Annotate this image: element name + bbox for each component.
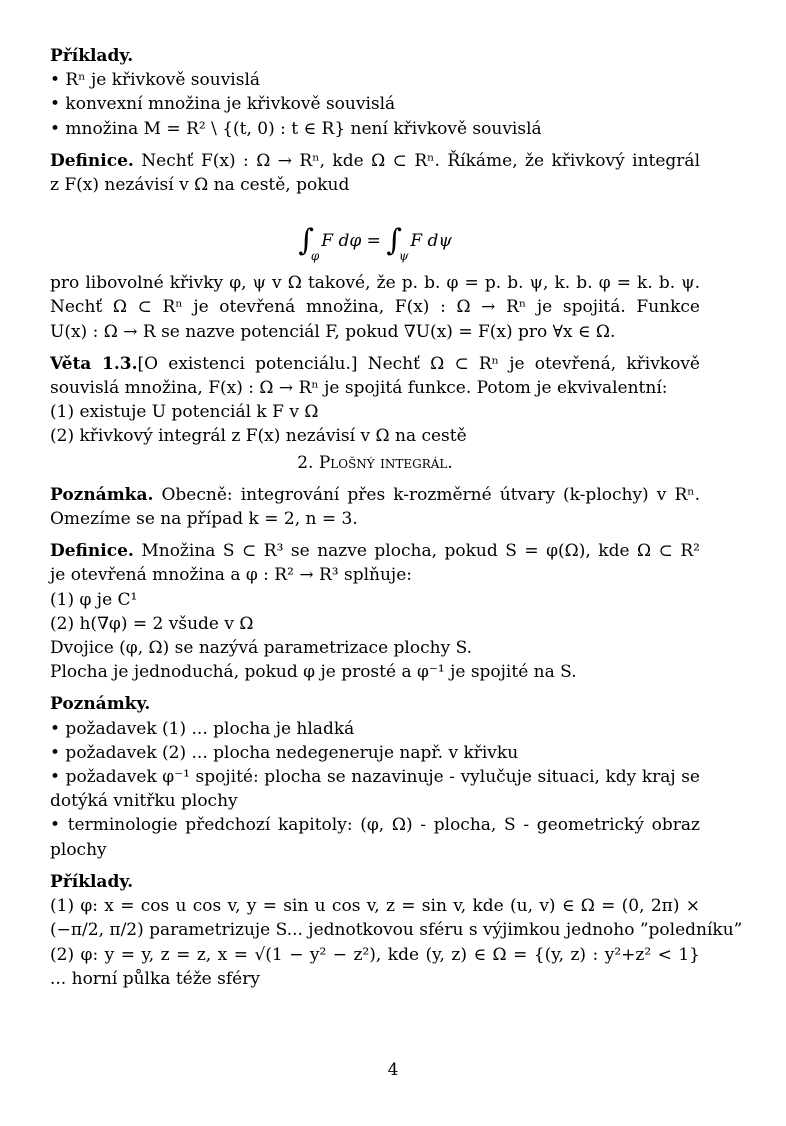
definition-line: Nechť Ω ⊂ Rⁿ je otevřená množina, F(x) : Ω → Rⁿ je spojitá. Funkce: [50, 297, 700, 318]
examples-heading: Příklady.: [50, 871, 134, 892]
definition-line: Plocha je jednoduchá, pokud φ je prosté a φ⁻¹ je spojité na S.: [50, 662, 577, 683]
theorem-line: (2) křivkový integrál z F(x) nezávisí v Ω na cestě: [50, 426, 467, 447]
remarks-heading: Poznámky.: [50, 694, 151, 715]
definition-line: (2) h(∇φ) = 2 všude v Ω: [50, 613, 254, 634]
remark-item: • terminologie předchozí kapitoly: (φ, Ω) - plocha, S - geometrický obraz: [50, 815, 700, 836]
section-title: 2. Plošný integrál.: [297, 452, 453, 473]
remark-item: dotýká vnitřku plochy: [50, 791, 238, 812]
example-line: ... horní půlka téže sféry: [50, 968, 260, 989]
example-line: (−π/2, π/2) parametrizuje S... jednotkovou sféru s výjimkou jednoho ”poledníku”: [50, 920, 743, 941]
definition-line: Dvojice (φ, Ω) se nazývá parametrizace plochy S.: [50, 638, 473, 659]
example-item: • množina M = R² \ {(t, 0) : t ∈ R} není křivkově souvislá: [50, 118, 542, 139]
remark-item: plochy: [50, 839, 107, 860]
example-line: (2) φ: y = y, z = z, x = √(1 − y² − z²), kde (y, z) ∈ Ω = {(y, z) : y²+z² < 1}: [50, 944, 700, 965]
remark-label: Poznámka.: [50, 484, 154, 505]
theorem-line: [50, 352, 700, 376]
integral-subscript: ψ: [398, 249, 409, 264]
remark-item: • požadavek (2) ... plocha nedegeneruje např. v křivku: [50, 742, 519, 763]
page-number: 4: [387, 1060, 399, 1080]
theorem-text: [O existenci potenciálu.] Nechť Ω ⊂ Rⁿ je otevřená, křivkově: [137, 353, 700, 374]
example-item: • konvexní množina je křivkově souvislá: [50, 94, 396, 115]
definition-line: U(x) : Ω → R se nazve potenciál F, pokud ∇U(x) = F(x) pro ∀x ∈ Ω.: [50, 321, 616, 342]
definition-line: z F(x) nezávisí v Ω na cestě, pokud: [50, 175, 350, 196]
theorem-label: Věta 1.3.: [50, 353, 138, 374]
definition-line: pro libovolné křivky φ, ψ v Ω takové, že p. b. φ = p. b. ψ, k. b. φ = k. b. ψ.: [50, 273, 700, 294]
remark-text: Obecně: integrování přes k-rozměrné útvary (k-plochy) v Rⁿ.: [161, 484, 700, 505]
display-equation: [50, 205, 700, 264]
remark-item: • požadavek (1) ... plocha je hladká: [50, 718, 355, 739]
definition-line: je otevřená množina a φ : R² → R³ splňuje:: [50, 565, 412, 586]
example-line: (1) φ: x = cos u cos v, y = sin u cos v, z = sin v, kde (u, v) ∈ Ω = (0, 2π) ×: [50, 896, 700, 917]
example-item: • Rⁿ je křivkově souvislá: [50, 70, 261, 91]
definition-label: Definice.: [50, 541, 134, 562]
page-content: [50, 44, 743, 991]
definition-label: Definice.: [50, 150, 134, 171]
integral-subscript: φ: [310, 249, 320, 264]
integral-sign: ∫: [386, 223, 402, 259]
definition-text: Množina S ⊂ R³ se nazve plocha, pokud S = φ(Ω), kde Ω ⊂ R²: [141, 541, 700, 562]
definition-text: Nechť F(x) : Ω → Rⁿ, kde Ω ⊂ Rⁿ. Říkáme, že křivkový integrál: [141, 150, 701, 171]
remark-line: [50, 483, 700, 507]
theorem-line: (1) existuje U potenciál k F v Ω: [50, 402, 319, 423]
remark-line: Omezíme se na případ k = 2, n = 3.: [50, 509, 358, 530]
equation-rhs: F dψ: [410, 231, 452, 252]
examples-heading: Příklady.: [50, 46, 134, 66]
definition-line: [50, 149, 700, 173]
definition-line: (1) φ je C¹: [50, 589, 138, 610]
theorem-line: souvislá množina, F(x) : Ω → Rⁿ je spojitá funkce. Potom je ekvivalentní:: [50, 378, 668, 399]
definition-line: [50, 539, 700, 563]
equation-lhs: F dφ =: [321, 231, 381, 252]
remark-item: • požadavek φ⁻¹ spojité: plocha se nazavinuje - vylučuje situaci, kdy kraj se: [50, 767, 700, 788]
integral-sign: ∫: [298, 223, 314, 259]
